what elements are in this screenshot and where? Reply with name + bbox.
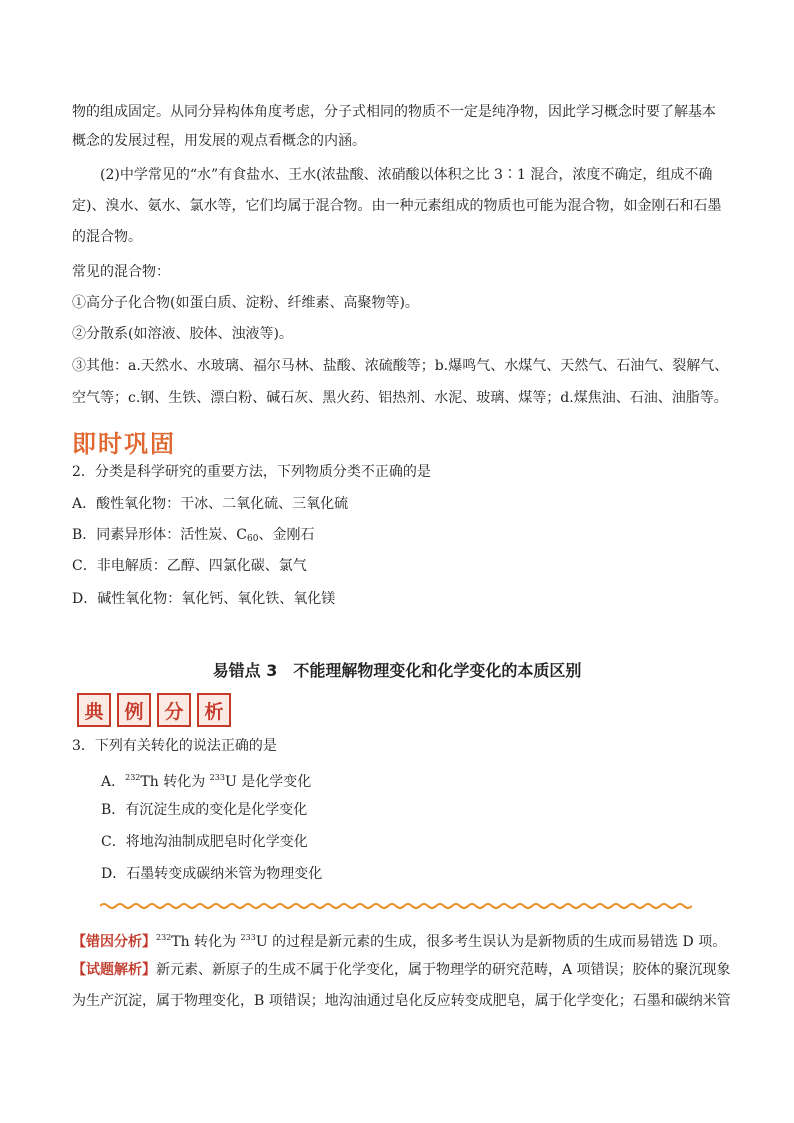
seal-char-4: 析	[197, 693, 231, 727]
error-text: U 的过程是新元素的生成，很多考生误认为是新物质的生成而易错选 D 项。	[255, 934, 727, 950]
error-sup1: 232	[156, 933, 172, 942]
error-sup2: 233	[240, 933, 256, 942]
paragraph2-line3: 的混合物。	[72, 229, 142, 245]
option-b-subscript: 60	[247, 534, 259, 544]
paragraph1-line2: 概念的发展过程，用发展的观点看概念的内涵。	[72, 133, 366, 149]
mixtures-item1: ①高分子化合物(如蛋白质、淀粉、纤维素、高聚物等)。	[72, 295, 419, 311]
question3-option-d: D．石墨转变成碳纳米管为物理变化	[101, 866, 323, 882]
question2-option-d: D．碱性氧化物：氧化钙、氧化铁、氧化镁	[72, 591, 336, 607]
paragraph2-line2: 定)、溴水、氨水、氯水等，它们均属于混合物。由一种元素组成的物质也可能为混合物，如金刚石和石墨	[72, 198, 722, 214]
question2-option-c: C．非电解质：乙醇、四氯化碳、氯气	[72, 558, 307, 574]
q3a-sup1: 232	[125, 773, 141, 782]
mixtures-item2: ②分散系(如溶液、胶体、浊液等)。	[72, 326, 293, 342]
mixtures-item3-line2: 空气等；c.钢、生铁、漂白粉、碱石灰、黑火药、铝热剂、水泥、玻璃、煤等；d.煤焦油、石油、油脂等。	[72, 390, 728, 406]
wavy-divider	[100, 898, 692, 914]
solution-line2: 为生产沉淀，属于物理变化，B 项错误；地沟油通过皂化反应转变成肥皂，属于化学变化；石墨和碳纳米管	[72, 993, 731, 1009]
mixtures-item3-line1: ③其他：a.天然水、水玻璃、福尔马林、盐酸、浓硫酸等；b.爆鸣气、水煤气、天然气、石油气、裂解气、	[72, 358, 729, 374]
mixtures-heading: 常见的混合物：	[72, 264, 170, 280]
question3-stem: 3．下列有关转化的说法正确的是	[72, 738, 277, 754]
option-b-prefix: B．同素异形体：活性炭、C	[72, 527, 247, 543]
solution-tag: 【试题解析】	[72, 962, 156, 978]
solution-line1	[72, 960, 731, 980]
paragraph1-line1: 物的组成固定。从同分异构体角度考虑，分子式相同的物质不一定是纯净物，因此学习概念时要了解基本	[72, 104, 716, 120]
solution-text1: 新元素、新原子的生成不属于化学变化，属于物理学的研究范畴，A 项错误；胶体的聚沉现象	[156, 962, 731, 978]
error-mid1: Th 转化为	[171, 934, 241, 950]
question3-option-c: C．将地沟油制成肥皂时化学变化	[101, 834, 308, 850]
q3a-suffix: U 是化学变化	[224, 774, 312, 790]
error-analysis-line	[72, 928, 726, 952]
question3-option-a	[101, 768, 311, 792]
question2-stem: 2．分类是科学研究的重要方法，下列物质分类不正确的是	[72, 464, 431, 480]
seal-char-2: 例	[117, 693, 151, 727]
question2-option-b	[72, 525, 314, 549]
q3a-sup2: 233	[209, 773, 225, 782]
question2-option-a: A．酸性氧化物：干冰、二氧化硫、三氧化硫	[72, 496, 349, 512]
section3-title: 易错点 3 不能理解物理变化和化学变化的本质区别	[212, 661, 582, 680]
wavy-divider-line	[100, 904, 692, 908]
example-analysis-seals	[77, 693, 231, 727]
consolidate-badge: 即时巩固	[72, 430, 176, 458]
paragraph2-line1: (2)中学常见的“水”有食盐水、王水(浓盐酸、浓硝酸以体积之比 3∶1 混合，浓度不确定，组成不确	[100, 167, 713, 183]
seal-char-1: 典	[77, 693, 111, 727]
seal-char-3: 分	[157, 693, 191, 727]
question3-option-b: B．有沉淀生成的变化是化学变化	[101, 802, 308, 818]
q3a-mid: Th 转化为	[140, 774, 210, 790]
error-analysis-tag: 【错因分析】	[72, 934, 156, 950]
q3a-prefix: A．	[101, 774, 126, 790]
option-b-suffix: 、金刚石	[258, 527, 315, 543]
